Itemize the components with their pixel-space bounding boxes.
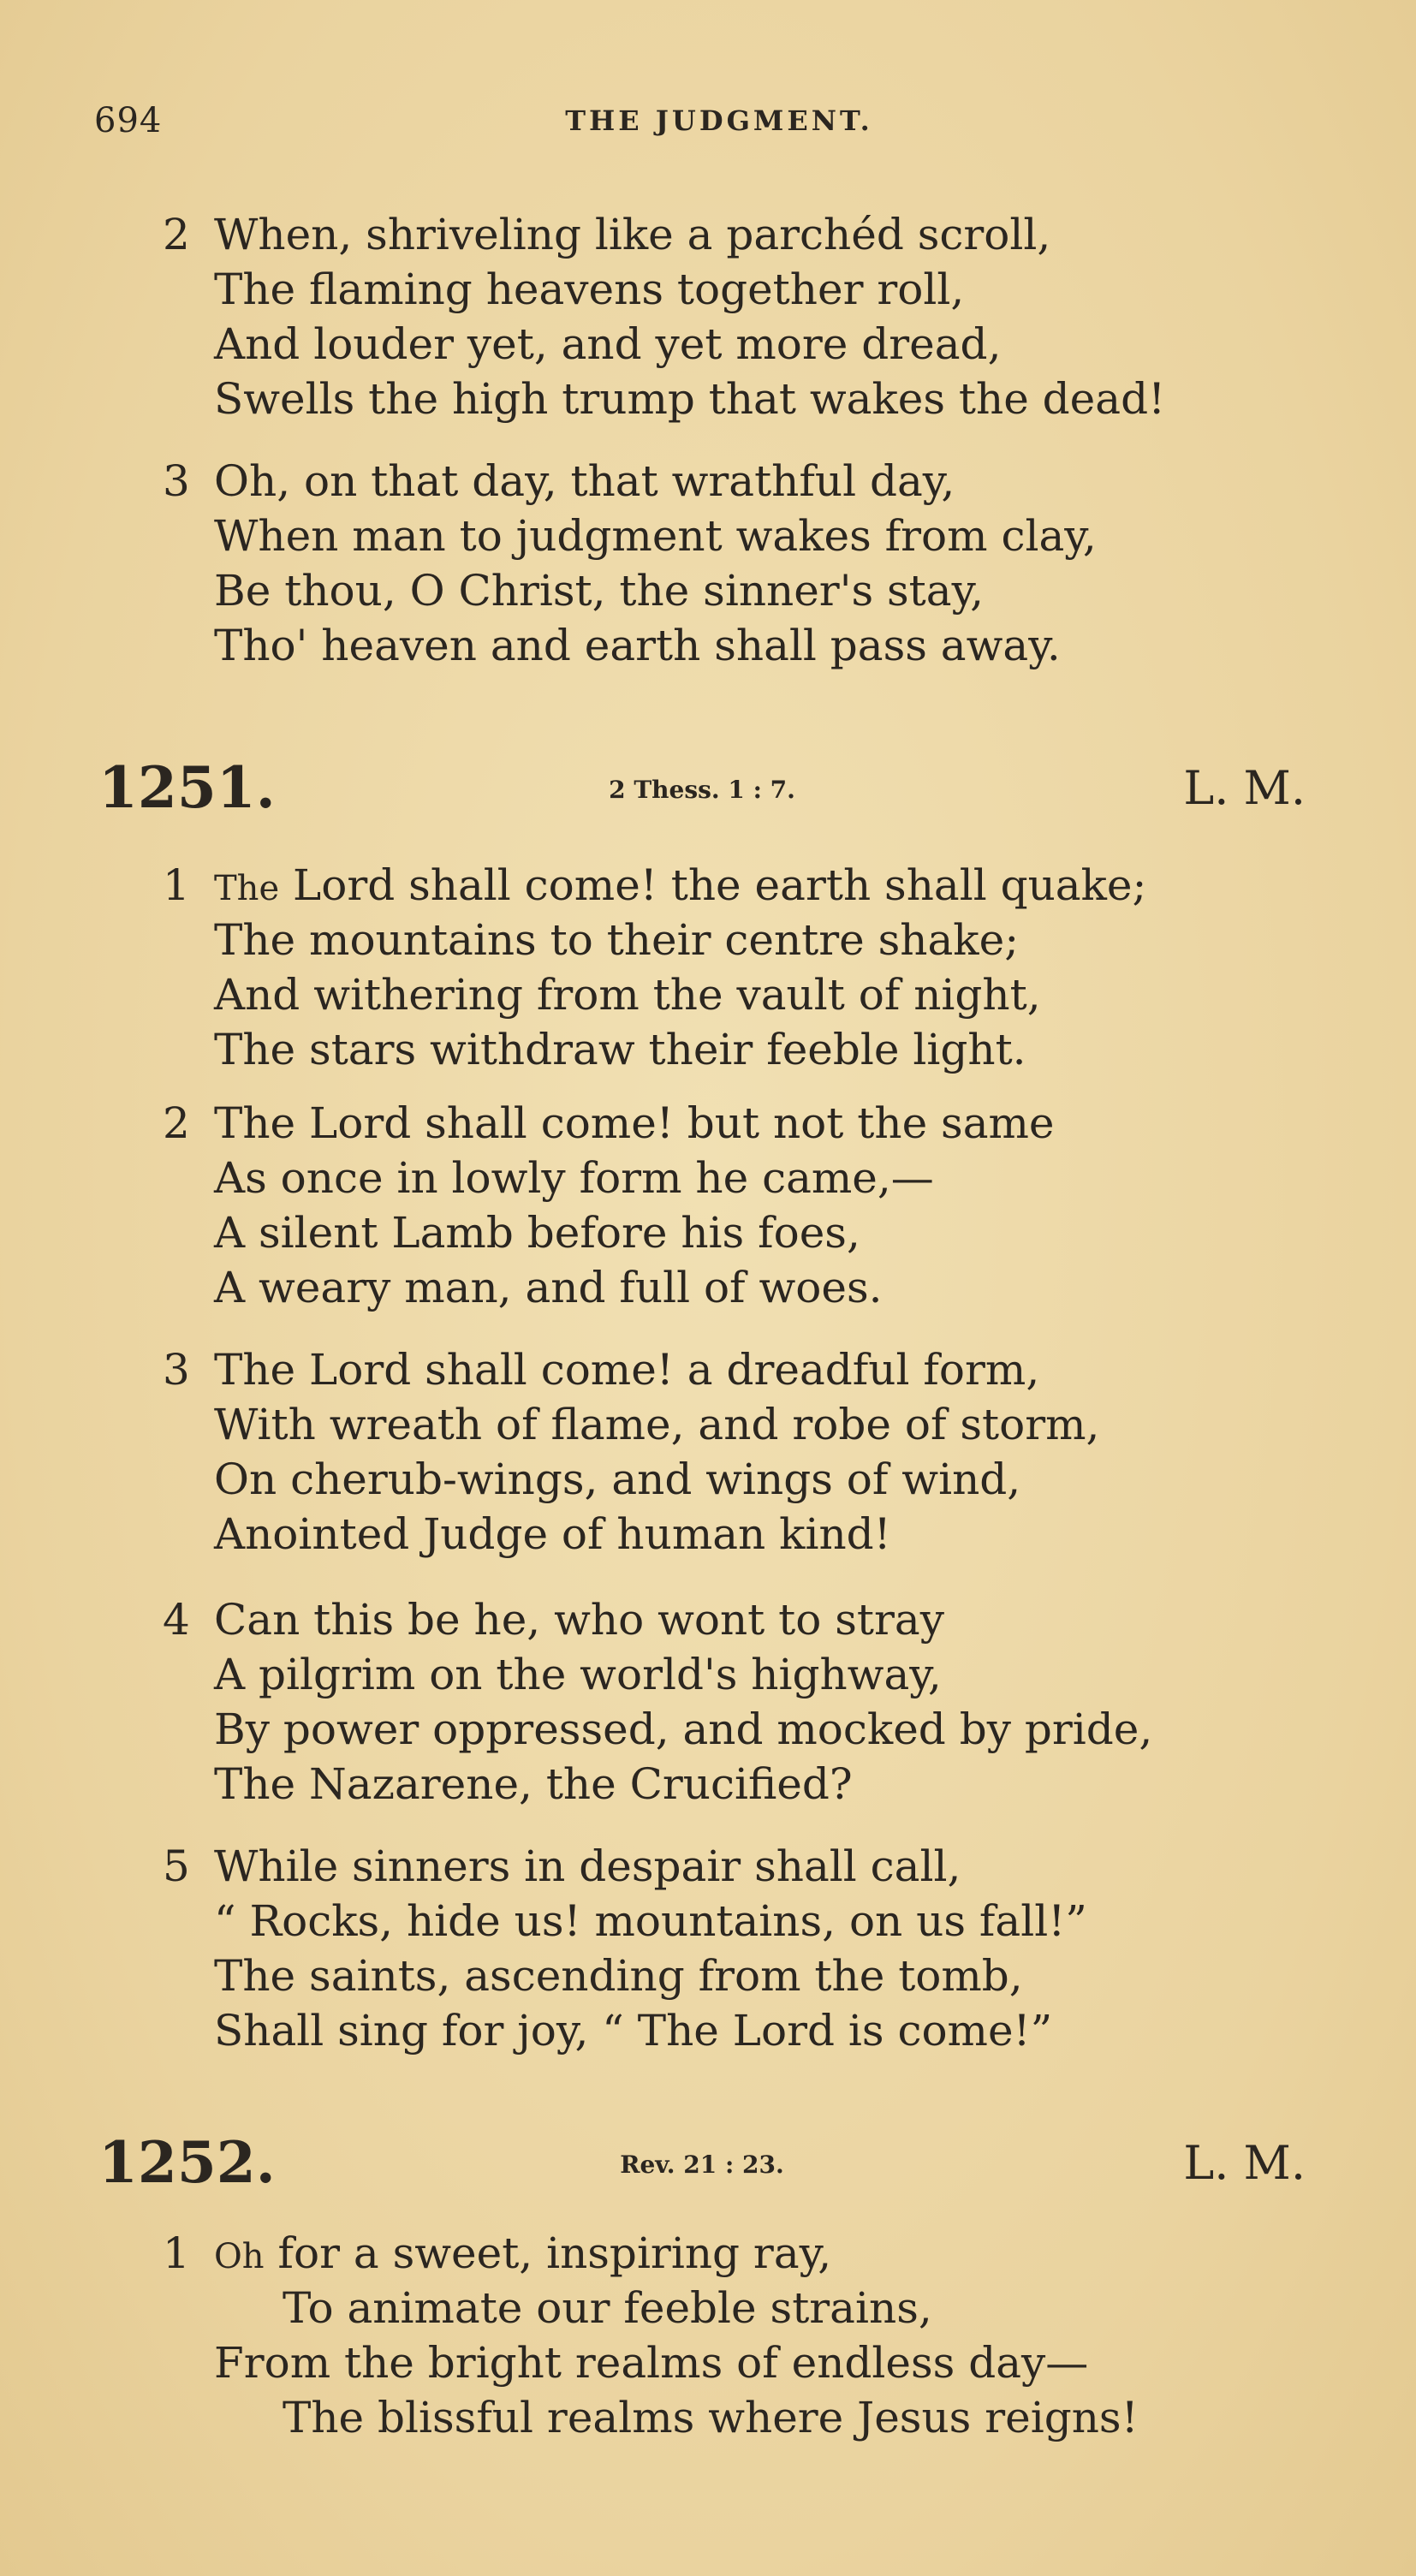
small-caps-lead: The: [214, 869, 280, 908]
verse-line: A weary man, and full of woes.: [214, 1263, 883, 1312]
stanza-number: 2: [163, 1098, 190, 1148]
stanza: [163, 207, 1378, 426]
verse-line: To animate our feeble strains,: [283, 2283, 932, 2333]
verse-line: Swells the high trump that wakes the dead!: [214, 374, 1166, 424]
verse-line: 1 Oh for a sweet, inspiring ray,: [214, 2226, 1378, 2281]
scripture-reference: Rev. 21 : 23.: [620, 2151, 784, 2179]
stanza: [163, 1096, 1378, 1315]
verse-line: Be thou, O Christ, the sinner's stay,: [214, 566, 985, 616]
verse-line: With wreath of flame, and robe of storm,: [214, 1400, 1100, 1449]
verse-line: Tho' heaven and earth shall pass away.: [214, 621, 1061, 670]
stanza: [163, 454, 1378, 673]
page-number: 694: [94, 101, 163, 140]
hymn-number: 1251.: [98, 754, 276, 821]
scripture-reference: 2 Thess. 1 : 7.: [609, 776, 795, 804]
verse-line: From the bright realms of endless day—: [214, 2338, 1089, 2388]
page-header: [94, 101, 1344, 152]
verse-line: Anointed Judge of human kind!: [214, 1509, 891, 1559]
verse-line: When man to judgment wakes from clay,: [214, 511, 1097, 561]
stanza-number: 3: [163, 1345, 190, 1395]
small-caps-lead: Oh: [214, 2237, 265, 2276]
stanza-number: 2: [163, 210, 190, 259]
verse-line: 2 When, shriveling like a parchéd scroll,: [214, 207, 1378, 262]
stanza-number: 1: [163, 2228, 190, 2278]
stanza-number: 1: [163, 860, 190, 910]
verse-line: The saints, ascending from the tomb,: [214, 1951, 1023, 2001]
stanza-number: 3: [163, 456, 190, 506]
verse-line: A pilgrim on the world's highway,: [214, 1650, 942, 1699]
verse-line: Shall sing for joy, “ The Lord is come!”: [214, 2006, 1053, 2055]
verse-line: The flaming heavens together roll,: [214, 265, 965, 314]
stanza: [163, 1592, 1378, 1812]
hymn-meter: L. M.: [1183, 761, 1306, 815]
verse-line: The mountains to their centre shake;: [214, 915, 1020, 965]
verse-line: And withering from the vault of night,: [214, 970, 1041, 1020]
stanza-number: 4: [163, 1595, 190, 1645]
stanza: [163, 858, 1378, 1077]
stanza: [163, 1839, 1378, 2058]
verse-line: 3 The Lord shall come! a dreadful form,: [214, 1342, 1378, 1397]
verse-line: The stars withdraw their feeble light.: [214, 1025, 1026, 1074]
hymn-heading: [98, 2128, 1306, 2197]
stanza: [163, 2226, 1378, 2445]
verse-line: As once in lowly form he came,—: [214, 1153, 934, 1203]
verse-line: 2 The Lord shall come! but not the same: [214, 1096, 1378, 1151]
stanza: [163, 1342, 1378, 1562]
hymn-meter: L. M.: [1183, 2136, 1306, 2190]
verse-line: 3 Oh, on that day, that wrathful day,: [214, 454, 1378, 509]
verse-line: The blissful realms where Jesus reigns!: [283, 2393, 1139, 2442]
verse-line: By power oppressed, and mocked by pride,: [214, 1704, 1153, 1754]
verse-line: On cherub-wings, and wings of wind,: [214, 1455, 1021, 1504]
hymn-number: 1252.: [98, 2129, 276, 2196]
stanza-number: 5: [163, 1841, 190, 1891]
hymn-heading: [98, 753, 1306, 822]
verse-line: The Nazarene, the Crucified?: [214, 1759, 853, 1809]
verse-line: “ Rocks, hide us! mountains, on us fall!”: [214, 1896, 1087, 1946]
verse-line: A silent Lamb before his foes,: [214, 1208, 860, 1258]
verse-line: 1 The Lord shall come! the earth shall quake;: [214, 858, 1378, 913]
verse-line: 5 While sinners in despair shall call,: [214, 1839, 1378, 1894]
running-title: THE JUDGMENT.: [565, 104, 873, 137]
verse-line: And louder yet, and yet more dread,: [214, 319, 1002, 369]
verse-line: 4 Can this be he, who wont to stray: [214, 1592, 1378, 1647]
